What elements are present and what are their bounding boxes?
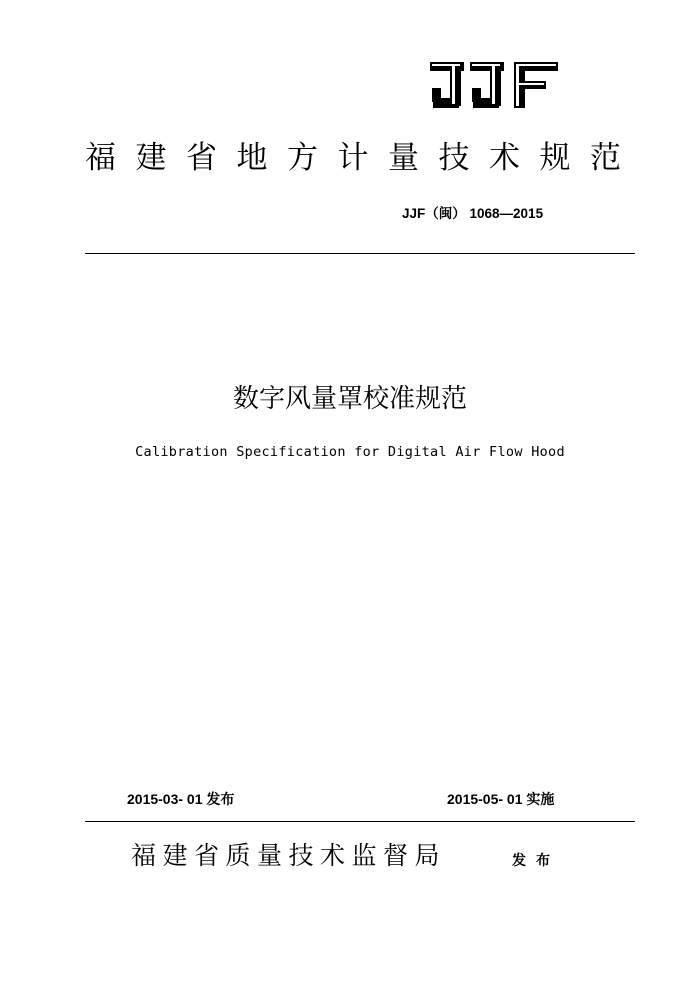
document-category-title: 福建省地方计量技术规范 bbox=[85, 140, 641, 176]
bottom-divider bbox=[85, 821, 635, 822]
jjf-logo-graphic bbox=[430, 60, 560, 112]
main-title-chinese: 数字风量罩校准规范 bbox=[232, 384, 467, 414]
document-code: JJF（闽） 1068—2015 bbox=[402, 206, 544, 221]
issuing-authority-suffix: 发布 bbox=[512, 853, 560, 869]
implementation-date: 2015-05- 01 实施 bbox=[447, 791, 555, 807]
issuing-authority: 福建省质量技术监督局 bbox=[131, 841, 447, 870]
main-title-english: Calibration Specification for Digital Air Flow Hood bbox=[135, 444, 565, 460]
top-divider bbox=[85, 253, 635, 254]
jjf-logo bbox=[430, 60, 560, 112]
jjf-logo-text: JJF bbox=[430, 60, 432, 61]
issue-date: 2015-03- 01 发布 bbox=[127, 791, 235, 807]
